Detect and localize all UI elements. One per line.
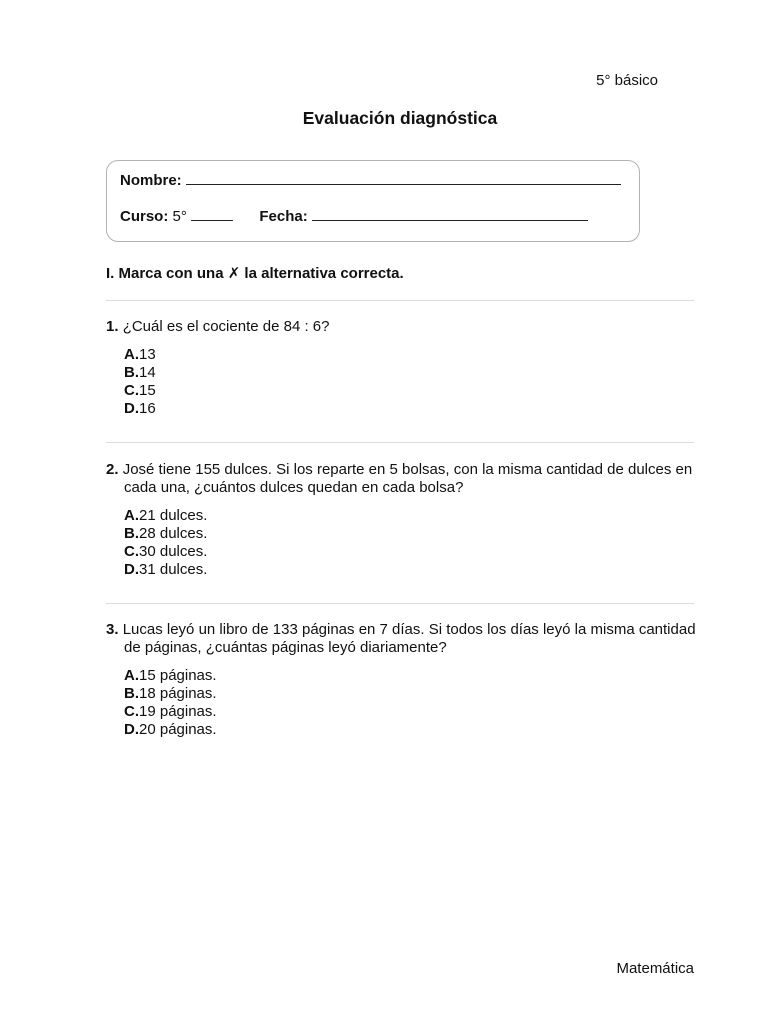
course-label: Curso: (120, 208, 169, 225)
option-text: 13 (139, 346, 156, 363)
option-text: 18 páginas. (139, 685, 217, 702)
instruction-text: I. Marca con una ✗ la alternativa correcta. (106, 265, 404, 282)
options-list (106, 346, 696, 418)
options-list (106, 667, 696, 739)
option-letter: B. (124, 685, 139, 702)
name-label: Nombre: (120, 172, 182, 189)
course-value: 5° (172, 208, 187, 225)
question-number: 3. (106, 621, 119, 638)
option-d[interactable] (124, 400, 696, 418)
option-letter: D. (124, 400, 139, 417)
option-letter: A. (124, 346, 139, 363)
option-text: 15 (139, 382, 156, 399)
student-info-box (106, 160, 640, 242)
option-text: 19 páginas. (139, 703, 217, 720)
question-body: José tiene 155 dulces. Si los reparte en 5 bolsas, con la misma cantidad de dulces en cada una, ¿cuántos dulces quedan en cada bolsa? (122, 461, 693, 496)
option-b[interactable] (124, 685, 696, 703)
question-3 (106, 621, 696, 739)
option-text: 15 páginas. (139, 667, 217, 684)
option-text: 21 dulces. (139, 507, 208, 524)
option-b[interactable] (124, 364, 696, 382)
question-text (106, 621, 696, 657)
grade-level: 5° básico (596, 72, 658, 89)
option-letter: B. (124, 364, 139, 381)
question-1 (106, 318, 696, 418)
question-number: 2. (106, 461, 119, 478)
option-a[interactable] (124, 667, 696, 685)
divider (106, 603, 694, 604)
course-field[interactable] (191, 206, 233, 221)
option-letter: B. (124, 525, 139, 542)
subject-footer: Matemática (616, 960, 694, 977)
option-letter: A. (124, 667, 139, 684)
option-text: 28 dulces. (139, 525, 208, 542)
page-title: Evaluación diagnóstica (302, 108, 498, 128)
option-c[interactable] (124, 703, 696, 721)
option-text: 16 (139, 400, 156, 417)
option-letter: C. (124, 543, 139, 560)
options-list (106, 507, 696, 579)
question-text (106, 318, 696, 336)
name-field[interactable] (186, 170, 621, 185)
option-letter: A. (124, 507, 139, 524)
question-body: Lucas leyó un libro de 133 páginas en 7 días. Si todos los días leyó la misma cantidad de páginas, ¿cuántas páginas leyó diariamente? (122, 621, 696, 656)
question-2 (106, 461, 696, 579)
option-c[interactable] (124, 382, 696, 400)
date-field[interactable] (312, 206, 588, 221)
question-text (106, 461, 696, 497)
option-letter: D. (124, 721, 139, 738)
divider (106, 442, 694, 443)
option-a[interactable] (124, 346, 696, 364)
option-letter: C. (124, 703, 139, 720)
option-c[interactable] (124, 543, 696, 561)
option-d[interactable] (124, 561, 696, 579)
option-d[interactable] (124, 721, 696, 739)
option-letter: D. (124, 561, 139, 578)
option-text: 14 (139, 364, 156, 381)
course-date-row (120, 206, 588, 225)
date-label: Fecha: (259, 208, 308, 225)
option-text: 20 páginas. (139, 721, 217, 738)
option-a[interactable] (124, 507, 696, 525)
option-text: 30 dulces. (139, 543, 208, 560)
question-body: ¿Cuál es el cociente de 84 : 6? (122, 318, 330, 335)
name-row (120, 170, 621, 189)
option-b[interactable] (124, 525, 696, 543)
option-text: 31 dulces. (139, 561, 208, 578)
divider (106, 300, 694, 301)
question-number: 1. (106, 318, 119, 335)
option-letter: C. (124, 382, 139, 399)
